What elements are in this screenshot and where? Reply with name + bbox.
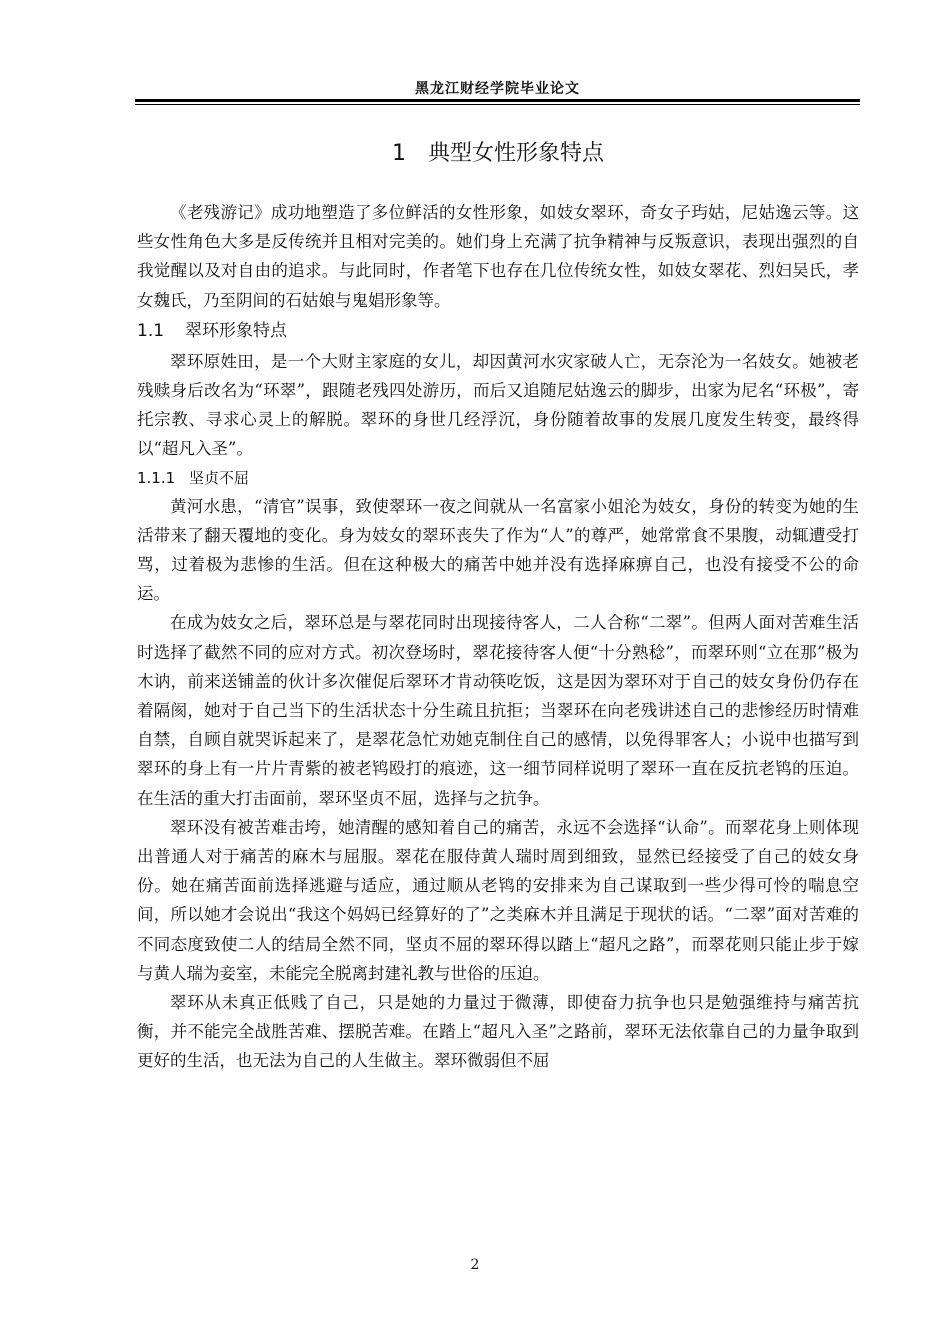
- subsection-heading: [137, 464, 859, 492]
- document-body: [137, 138, 859, 1076]
- section-title: 翠环形象特点: [185, 320, 287, 341]
- section-heading: [137, 316, 859, 346]
- chapter-number: 1: [391, 141, 406, 166]
- running-header: 黑龙江财经学院毕业论文: [415, 81, 580, 97]
- body-paragraph-1: 黄河水患，“清官”误事，致使翠环一夜之间就从一名富家小姐沦为妓女，身份的转变为她的生活带来了翻天覆地的变化。身为妓女的翠环丧失了作为“人”的尊严，她常常食不果腹，动辄遭受打骂，过着极为悲惨的生活。但在这种极大的痛苦中她并没有选择麻痹自己，也没有接受不公的命运。: [137, 496, 859, 604]
- body-paragraph-2: 在成为妓女之后，翠环总是与翠花同时出现接待客人，二人合称“二翠”。但两人面对苦难生活时选择了截然不同的应对方式。初次登场时，翠花接待客人便“十分熟稔”，而翠环则“立在那”极为木讷，前来送铺盖的伙计多次催促后翠环才肯动筷吃饭，这是因为翠环对于自己的妓女身份仍存在着隔阂，她对于自己当下的生活状态十分生疏且抗拒；当翠环在向老残讲述自己的悲惨经历时情难自禁，自顾自就哭诉起来了，是翠花急忙劝她克制住自己的感情，以免得罪客人；小说中也描写到翠环的身上有一片片青紫的被老鸨殴打的痕迹，这一细节同样说明了翠环一直在反抗老鸨的压迫。在生活的重大打击面前，翠环坚贞不屈，选择与之抗争。: [137, 613, 859, 808]
- body-paragraph-4: 翠环从未真正低贱了自己，只是她的力量过于微薄，即使奋力抗争也只是勉强维持与痛苦抗衡，并不能完全战胜苦难、摆脱苦难。在踏上“超凡入圣”之路前，翠环无法依靠自己的力量争取到更好的生活，也无法为自己的人生做主。翠环微弱但不屈: [137, 993, 859, 1071]
- subsection-title: 坚贞不屈: [189, 468, 250, 487]
- intro-paragraph: 《老残游记》成功地塑造了多位鲜活的女性形象，如妓女翠环，奇女子玙姑，尼姑逸云等。这些女性角色大多是反传统并且相对完美的。她们身上充满了抗争精神与反叛意识，表现出强烈的自我觉醒以及对自由的追求。与此同时，作者笔下也存在几位传统女性，如妓女翠花、烈妇吴氏，孝女魏氏，乃至阴间的石姑娘与鬼娼形象等。: [137, 203, 859, 310]
- header-rule-thin: [135, 104, 860, 105]
- body-paragraph-3: 翠环没有被苦难击垮，她清醒的感知着自己的痛苦，永远不会选择“认命”。而翠花身上则体现出普通人对于痛苦的麻木与屈服。翠花在服侍黄人瑞时周到细致，显然已经接受了自己的妓女身份。她在痛苦面前选择逃避与适应，通过顺从老鸨的安排来为自己谋取到一些少得可怜的喘息空间，所以她才会说出“我这个妈妈已经算好的了”之类麻木并且满足于现状的话。“二翠”面对苦难的不同态度致使二人的结局全然不同，坚贞不屈的翠环得以踏上“超凡之路”，而翠花则只能止步于嫁与黄人瑞为妾室，未能完全脱离封建礼教与世俗的压迫。: [137, 817, 859, 983]
- section-number: 1.1: [137, 320, 165, 341]
- section-paragraph: 翠环原姓田，是一个大财主家庭的女儿，却因黄河水灾家破人亡，无奈沦为一名妓女。她被老残赎身后改名为“环翠”，跟随老残四处游历，而后又追随尼姑逸云的脚步，出家为尼名“环极”，寄托宗教、寻求心灵上的解脱。翠环的身世几经浮沉，身份随着故事的发展几度发生转变，最终得以“超凡入圣”。: [137, 351, 859, 459]
- chapter-heading: [137, 138, 859, 170]
- chapter-title: 典型女性形象特点: [427, 141, 604, 166]
- header-rule-thick: [135, 99, 860, 102]
- page-number: 2: [470, 1257, 480, 1273]
- subsection-number: 1.1.1: [137, 468, 176, 487]
